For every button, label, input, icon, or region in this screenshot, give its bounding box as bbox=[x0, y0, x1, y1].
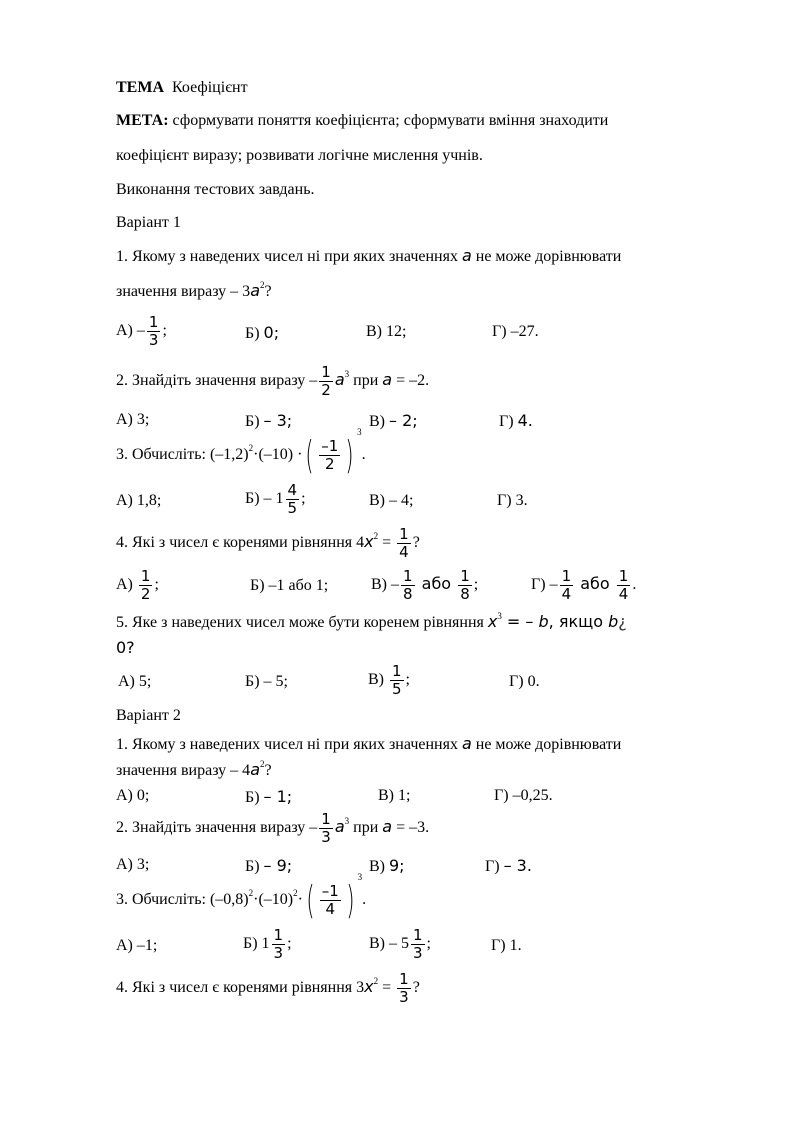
v1-q5-option-c-end: ; bbox=[405, 671, 410, 689]
v2-q4-end: ? bbox=[412, 979, 420, 997]
v1-q4-option-c-den-2: 8 bbox=[460, 585, 470, 603]
v1-q4-option-a-num: 1 bbox=[140, 567, 151, 585]
v1-q4-option-c-num-2: 1 bbox=[460, 567, 470, 585]
goal-text-2: коефіцієнт виразу; розвивати логічне мислення учнів. bbox=[116, 147, 483, 164]
v1-q4-end: ? bbox=[412, 534, 420, 552]
v1-q3-text-b: ·(–10) · bbox=[253, 446, 303, 464]
v2-q2-option-a: А) 3; bbox=[116, 856, 150, 873]
v1-q1-text-b: не може дорівнювати bbox=[471, 248, 622, 265]
topic-text: Коефіцієнт bbox=[172, 79, 248, 96]
v2-q2-option-c-value: 9; bbox=[389, 856, 405, 875]
v2-q2-text: 2. Знайдіть значення виразу – bbox=[116, 819, 318, 837]
v1-q1-option-c: В) 12; bbox=[366, 323, 407, 340]
v1-q4-option-d-num-2: 1 bbox=[618, 567, 629, 585]
v2-q2-option-c bbox=[369, 856, 405, 876]
v1-q1-line-2 bbox=[116, 281, 272, 302]
v1-q4-option-d-den-2: 4 bbox=[618, 585, 629, 603]
v2-q2-end: = –3. bbox=[392, 819, 430, 837]
v2-q3-option-c-den: 3 bbox=[413, 944, 423, 962]
v1-q2-option-b bbox=[245, 411, 292, 431]
v2-q3-exp-2: 2 bbox=[293, 888, 298, 898]
v1-q5-option-b: Б) – 5; bbox=[245, 673, 288, 690]
v1-q2-option-c bbox=[369, 411, 418, 431]
v1-q2-mid: при bbox=[349, 372, 383, 390]
v1-q4-option-d-end: . bbox=[632, 576, 637, 594]
v2-q2-var-2: a bbox=[382, 817, 393, 837]
v1-q4-option-a-label: А) bbox=[116, 576, 137, 594]
v1-q5-option-c-num: 1 bbox=[392, 662, 402, 680]
v2-q4-var: x bbox=[364, 977, 374, 997]
v1-q3-paren-close: ) bbox=[345, 433, 354, 478]
v1-q5-eq: = – bbox=[501, 612, 539, 631]
variant-1-title: Варіант 1 bbox=[116, 214, 181, 231]
topic-label: ТЕМА bbox=[116, 79, 164, 96]
v1-q1-option-b-label: Б) bbox=[245, 325, 264, 342]
v1-q1-option-a-den: 3 bbox=[148, 331, 159, 349]
v2-q1-line-1 bbox=[116, 734, 621, 755]
v2-q3-option-b-num: 1 bbox=[273, 926, 284, 944]
v2-q3-exp-3: 3 bbox=[357, 872, 363, 882]
v1-q2-option-b-label: Б) bbox=[245, 413, 264, 430]
v1-q2-option-a: А) 3; bbox=[116, 411, 150, 428]
v1-q4-option-a-den: 2 bbox=[140, 585, 151, 603]
v1-q1-expr: значення виразу – 3 bbox=[116, 283, 251, 300]
v1-q1-option-b-value: 0; bbox=[263, 323, 280, 342]
v1-q1-text: 1. Якому з наведених чисел ні при яких значеннях bbox=[116, 248, 462, 265]
v1-q4-option-d-num-1: 1 bbox=[561, 567, 572, 585]
v1-q4-option-d-frac-2 bbox=[617, 568, 631, 603]
v1-q1-exp: 2 bbox=[260, 280, 265, 290]
v2-q3-num: –1 bbox=[321, 881, 339, 900]
v1-q2-exp: 3 bbox=[344, 369, 350, 380]
v1-q1-option-a-label: А) – bbox=[116, 322, 145, 340]
v2-q1-option-c: В) 1; bbox=[378, 787, 411, 804]
v1-q2-option-c-value: – 2; bbox=[389, 411, 418, 430]
v2-q2-option-d bbox=[485, 856, 532, 876]
v1-q4-option-d-or: або bbox=[575, 574, 615, 594]
v1-q5-cond: , якщо bbox=[548, 612, 609, 631]
v1-q3-end: . bbox=[361, 446, 366, 464]
v1-q4-option-a-frac bbox=[139, 568, 153, 603]
v1-q5-line-1 bbox=[116, 612, 627, 633]
v1-q3-option-b-label: Б) – 1 bbox=[245, 490, 284, 508]
v1-q3-option-b-end: ; bbox=[301, 490, 306, 508]
v1-q4-option-d bbox=[531, 568, 636, 603]
v2-q1-option-b-value: – 1; bbox=[263, 787, 293, 806]
goal-text-1: сформувати поняття коефіцієнта; сформувати вміння знаходити bbox=[172, 112, 609, 129]
v1-q4-exp: 2 bbox=[373, 531, 379, 542]
v2-q3-option-b-end: ; bbox=[287, 935, 292, 953]
v2-q4-line bbox=[116, 971, 420, 1006]
v1-q1-option-b bbox=[245, 323, 279, 343]
v2-q2-option-b bbox=[245, 856, 292, 876]
v2-q3-option-d: Г) 1. bbox=[491, 937, 522, 954]
v1-q2-option-d-label: Г) bbox=[499, 413, 518, 430]
intro-line bbox=[116, 180, 315, 200]
v2-q3-frac bbox=[320, 883, 341, 918]
v1-q2-line bbox=[116, 364, 429, 399]
v1-q3-num: –1 bbox=[321, 436, 339, 455]
v1-q2-option-d-value: 4. bbox=[517, 411, 533, 430]
v1-q3-exp: 2 bbox=[248, 443, 254, 453]
v1-q3-option-b-num: 4 bbox=[287, 481, 298, 499]
v2-q3-line bbox=[116, 872, 367, 923]
v2-q4-frac bbox=[397, 971, 411, 1006]
intro-text: Виконання тестових завдань. bbox=[116, 181, 315, 198]
v2-q4-num: 1 bbox=[399, 970, 409, 988]
v2-q1-expr: значення виразу – 4 bbox=[116, 762, 251, 779]
v1-q2-text: 2. Знайдіть значення виразу – bbox=[116, 372, 318, 390]
v2-q3-option-a: А) –1; bbox=[116, 937, 158, 954]
v1-q4-option-c-frac-2 bbox=[458, 568, 472, 603]
v1-q2-var-2: a bbox=[382, 370, 393, 390]
v1-q3-text: 3. Обчисліть: (–1,2) bbox=[116, 446, 249, 464]
v2-q1-exp: 2 bbox=[260, 759, 265, 769]
v1-q4-option-d-frac-1 bbox=[560, 568, 574, 603]
v1-q4-option-b: Б) –1 або 1; bbox=[250, 577, 329, 594]
v1-q4-option-d-den-1: 4 bbox=[561, 585, 572, 603]
v1-q1-option-a-frac bbox=[147, 314, 161, 349]
v1-q5-option-d: Г) 0. bbox=[509, 673, 540, 690]
v1-q2-den: 2 bbox=[321, 381, 331, 399]
v1-q4-num: 1 bbox=[399, 525, 409, 543]
v1-q4-text: 4. Які з чисел є коренями рівняння 4 bbox=[116, 534, 365, 552]
v1-q5-var-b: b bbox=[538, 612, 549, 631]
v2-q2-option-d-label: Г) bbox=[485, 858, 504, 875]
v2-q3-option-b-frac bbox=[272, 927, 286, 962]
v1-q2-option-b-value: – 3; bbox=[263, 411, 293, 430]
v1-q4-option-a-end: ; bbox=[154, 576, 159, 594]
v1-q1-var-2: a bbox=[250, 281, 260, 300]
v2-q3-end: . bbox=[362, 891, 367, 909]
v2-q2-den: 3 bbox=[321, 828, 331, 846]
v1-q3-option-b-frac bbox=[286, 482, 300, 517]
v2-q3-exp: 2 bbox=[248, 888, 254, 898]
v1-q4-option-c-end: ; bbox=[473, 576, 479, 594]
v2-q1-text-b: не може дорівнювати bbox=[471, 736, 622, 753]
v2-q2-option-b-value: – 9; bbox=[263, 856, 293, 875]
v2-q2-frac bbox=[319, 811, 333, 846]
v2-q3-option-c-frac bbox=[411, 927, 425, 962]
goal-line-2 bbox=[116, 146, 483, 166]
v1-q3-line bbox=[116, 427, 366, 478]
v2-q4-den: 3 bbox=[399, 988, 409, 1006]
v2-q1-var-2: a bbox=[250, 760, 260, 779]
v1-q4-option-c-or: або bbox=[416, 574, 457, 594]
v1-q3-frac bbox=[319, 438, 340, 473]
goal-label: МЕТА: bbox=[116, 112, 169, 129]
v1-q4-var: x bbox=[364, 532, 374, 552]
v2-q4-exp: 2 bbox=[373, 976, 379, 987]
v1-q2-end: = –2. bbox=[392, 372, 430, 390]
v1-q4-den: 4 bbox=[399, 543, 409, 561]
v1-q5-option-c-label: В) bbox=[368, 671, 388, 689]
v2-q2-exp: 3 bbox=[344, 816, 350, 827]
v2-q2-option-b-label: Б) bbox=[245, 858, 264, 875]
v2-q3-option-b-label: Б) 1 bbox=[243, 935, 270, 953]
v2-q1-option-d: Г) –0,25. bbox=[494, 787, 553, 804]
v1-q5-var: x bbox=[487, 612, 498, 631]
v2-q4-text: 4. Які з чисел є коренями рівняння 3 bbox=[116, 979, 365, 997]
v2-q3-text: 3. Обчисліть: (–0,8) bbox=[116, 891, 249, 909]
v1-q3-option-b-den: 5 bbox=[287, 499, 298, 517]
topic-line bbox=[116, 78, 248, 98]
v1-q5-option-c bbox=[368, 663, 410, 698]
variant-2-title: Варіант 2 bbox=[116, 707, 181, 724]
v1-q1-line-1 bbox=[116, 246, 621, 267]
v1-q2-option-c-label: В) bbox=[369, 413, 389, 430]
v2-q2-var: a bbox=[334, 817, 345, 837]
v2-q3-option-c-end: ; bbox=[426, 935, 431, 953]
v1-q4-option-c-num-1: 1 bbox=[403, 567, 413, 585]
v2-q3-dot: · bbox=[297, 891, 303, 909]
v1-q5-symbol: ¿ bbox=[618, 612, 627, 631]
v1-q1-option-a bbox=[116, 314, 167, 349]
v2-q1-option-b bbox=[245, 787, 292, 807]
v1-q5-option-c-frac bbox=[390, 663, 404, 698]
v2-q3-text-b: ·(–10) bbox=[253, 891, 294, 909]
v1-q2-var: a bbox=[334, 370, 345, 390]
v1-q3-option-b bbox=[245, 482, 306, 517]
v1-q4-option-c-den-1: 8 bbox=[403, 585, 413, 603]
v2-q1-line-2 bbox=[116, 760, 272, 781]
v2-q3-option-c-label: В) – 5 bbox=[369, 935, 409, 953]
v1-q3-option-d: Г) 3. bbox=[497, 492, 528, 509]
v2-q1-var: a bbox=[461, 734, 472, 753]
v1-q5-option-a: А) 5; bbox=[118, 673, 152, 690]
v1-q2-frac bbox=[319, 364, 333, 399]
v1-q4-option-c bbox=[371, 568, 478, 603]
v1-q2-option-d bbox=[499, 411, 533, 431]
v1-q4-eq: = bbox=[378, 534, 396, 552]
v1-q4-option-d-label: Г) – bbox=[531, 576, 558, 594]
v1-q5-text: 5. Яке з наведених чисел може бути коренем рівняння bbox=[116, 614, 488, 631]
v1-q4-frac bbox=[397, 526, 411, 561]
v1-q3-option-c: В) – 4; bbox=[369, 492, 414, 509]
v2-q3-paren-open: ( bbox=[306, 878, 315, 923]
v2-q2-option-d-value: – 3. bbox=[503, 856, 532, 875]
v2-q1-option-a: А) 0; bbox=[116, 787, 150, 804]
v2-q1-end: ? bbox=[264, 762, 272, 779]
v2-q3-option-c-num: 1 bbox=[413, 926, 423, 944]
v2-q2-mid: при bbox=[349, 819, 383, 837]
v2-q2-line bbox=[116, 811, 429, 846]
v1-q3-den: 2 bbox=[325, 454, 335, 473]
v1-q1-option-a-num: 1 bbox=[148, 313, 159, 331]
v1-q2-num: 1 bbox=[321, 363, 331, 381]
v1-q1-option-d: Г) –27. bbox=[492, 323, 539, 340]
v1-q1-var: a bbox=[461, 246, 472, 265]
v2-q3-den: 4 bbox=[325, 899, 336, 918]
v2-q3-option-c bbox=[369, 927, 431, 962]
v2-q1-option-b-label: Б) bbox=[245, 789, 264, 806]
v1-q4-option-c-frac-1 bbox=[401, 568, 415, 603]
v2-q4-eq: = bbox=[378, 979, 396, 997]
v2-q3-option-b bbox=[243, 927, 292, 962]
v1-q5-line-2: 0? bbox=[116, 638, 135, 657]
v2-q2-option-c-label: В) bbox=[369, 858, 389, 875]
v1-q3-exp-2: 3 bbox=[357, 427, 362, 437]
v1-q4-line bbox=[116, 526, 420, 561]
v2-q2-num: 1 bbox=[321, 810, 331, 828]
v2-q3-option-b-den: 3 bbox=[273, 944, 284, 962]
v1-q1-end: ? bbox=[264, 283, 272, 300]
v1-q3-option-a: А) 1,8; bbox=[116, 492, 162, 509]
v1-q1-option-a-end: ; bbox=[162, 322, 167, 340]
v1-q4-option-a bbox=[116, 568, 159, 603]
v1-q4-option-c-label: В) – bbox=[371, 576, 399, 594]
goal-line-1 bbox=[116, 111, 608, 131]
v1-q5-var-b-2: b bbox=[608, 612, 619, 631]
v1-q3-paren-open: ( bbox=[305, 433, 314, 478]
v1-q5-option-c-den: 5 bbox=[392, 680, 402, 698]
v2-q1-text: 1. Якому з наведених чисел ні при яких значеннях bbox=[116, 736, 462, 753]
v2-q3-paren-close: ) bbox=[346, 878, 355, 923]
v1-q5-exp: 3 bbox=[497, 611, 502, 621]
